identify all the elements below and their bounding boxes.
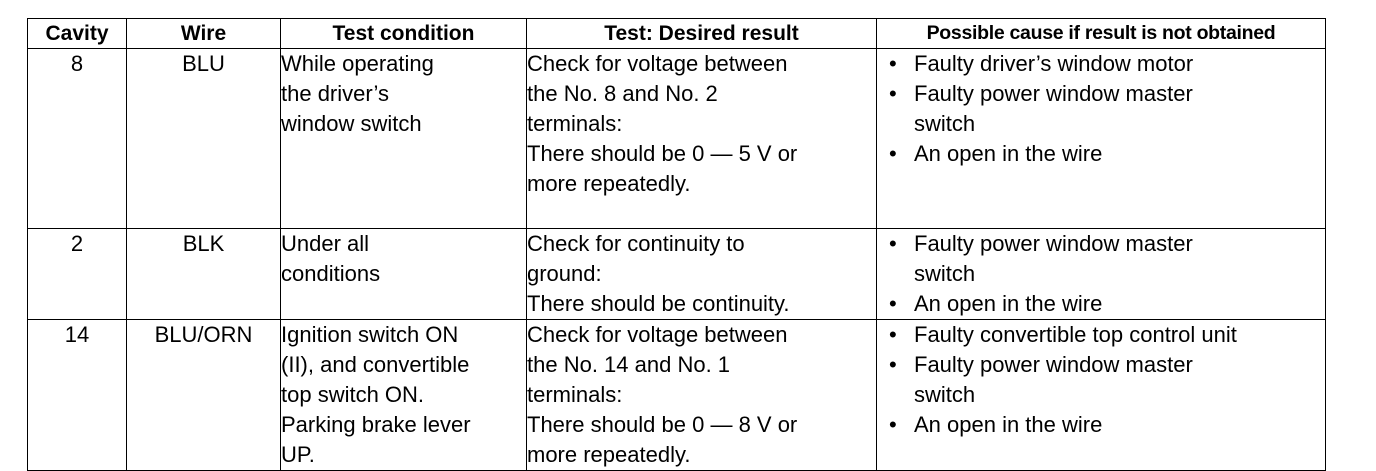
- result-line: Check for voltage between: [527, 51, 788, 76]
- result-cell: [527, 229, 877, 320]
- bullet-icon: •: [889, 291, 897, 316]
- cause-cell: [877, 49, 1326, 229]
- result-line: Check for voltage between: [527, 322, 788, 347]
- cause-item: [889, 350, 1325, 410]
- condition-line: the driver’s: [281, 81, 390, 106]
- result-line: ground:: [527, 261, 602, 286]
- wire-cell: BLK: [127, 229, 281, 320]
- cause-line: Faulty power window master: [914, 352, 1193, 377]
- result-line: the No. 8 and No. 2: [527, 81, 718, 106]
- bullet-icon: •: [889, 81, 897, 106]
- cause-line: switch: [914, 382, 976, 407]
- cause-cell: [877, 229, 1326, 320]
- bullet-icon: •: [889, 322, 897, 347]
- cause-line: An open in the wire: [914, 412, 1103, 437]
- result-line: more repeatedly.: [527, 442, 691, 467]
- cause-list: [877, 49, 1325, 169]
- diagnostic-table: [27, 18, 1326, 471]
- result-cell: [527, 49, 877, 229]
- table-header: [28, 19, 1326, 49]
- wire-cell: BLU/ORN: [127, 320, 281, 471]
- cause-line: An open in the wire: [914, 141, 1103, 166]
- cause-line: switch: [914, 111, 976, 136]
- condition-line: Under all: [281, 231, 370, 256]
- result-line: the No. 14 and No. 1: [527, 352, 731, 377]
- header-possible-cause: Possible cause if result is not obtained: [877, 19, 1326, 49]
- result-line: terminals:: [527, 111, 623, 136]
- cause-item: [889, 410, 1325, 440]
- condition-line: UP.: [281, 442, 315, 467]
- condition-line: While operating: [281, 51, 434, 76]
- result-line: more repeatedly.: [527, 171, 691, 196]
- header-cavity: Cavity: [28, 19, 127, 49]
- cause-list: [877, 229, 1325, 319]
- bullet-icon: •: [889, 231, 897, 256]
- wire-cell: BLU: [127, 49, 281, 229]
- cause-line: An open in the wire: [914, 291, 1103, 316]
- condition-cell: [281, 320, 527, 471]
- header-row: [28, 19, 1326, 49]
- result-line: There should be continuity.: [527, 291, 790, 316]
- condition-line: conditions: [281, 261, 381, 286]
- cause-line: Faulty driver’s window motor: [914, 51, 1194, 76]
- header-wire: Wire: [127, 19, 281, 49]
- result-line: There should be 0 — 5 V or: [527, 141, 798, 166]
- table-body: [28, 49, 1326, 471]
- result-line: Check for continuity to: [527, 231, 745, 256]
- condition-line: window switch: [281, 111, 422, 136]
- cause-list: [877, 320, 1325, 440]
- table-row: [28, 229, 1326, 320]
- bullet-icon: •: [889, 412, 897, 437]
- cause-item: [889, 79, 1325, 139]
- condition-cell: [281, 49, 527, 229]
- cause-item: [889, 320, 1325, 350]
- result-line: terminals:: [527, 382, 623, 407]
- header-test-condition: Test condition: [281, 19, 527, 49]
- cause-item: [889, 289, 1325, 319]
- cause-line: Faulty power window master: [914, 81, 1193, 106]
- condition-line: Ignition switch ON: [281, 322, 459, 347]
- bullet-icon: •: [889, 352, 897, 377]
- cavity-cell: 14: [28, 320, 127, 471]
- condition-line: (II), and convertible: [281, 352, 470, 377]
- result-cell: [527, 320, 877, 471]
- cavity-cell: 2: [28, 229, 127, 320]
- header-desired-result: Test: Desired result: [527, 19, 877, 49]
- condition-line: Parking brake lever: [281, 412, 471, 437]
- cause-item: [889, 139, 1325, 169]
- bullet-icon: •: [889, 141, 897, 166]
- result-line: There should be 0 — 8 V or: [527, 412, 798, 437]
- cavity-cell: 8: [28, 49, 127, 229]
- cause-item: [889, 49, 1325, 79]
- cause-line: Faulty convertible top control unit: [914, 322, 1237, 347]
- table-row: [28, 49, 1326, 229]
- cause-line: switch: [914, 261, 976, 286]
- table-row: [28, 320, 1326, 471]
- bullet-icon: •: [889, 51, 897, 76]
- cause-item: [889, 229, 1325, 289]
- cause-line: Faulty power window master: [914, 231, 1193, 256]
- cause-cell: [877, 320, 1326, 471]
- condition-line: top switch ON.: [281, 382, 425, 407]
- condition-cell: [281, 229, 527, 320]
